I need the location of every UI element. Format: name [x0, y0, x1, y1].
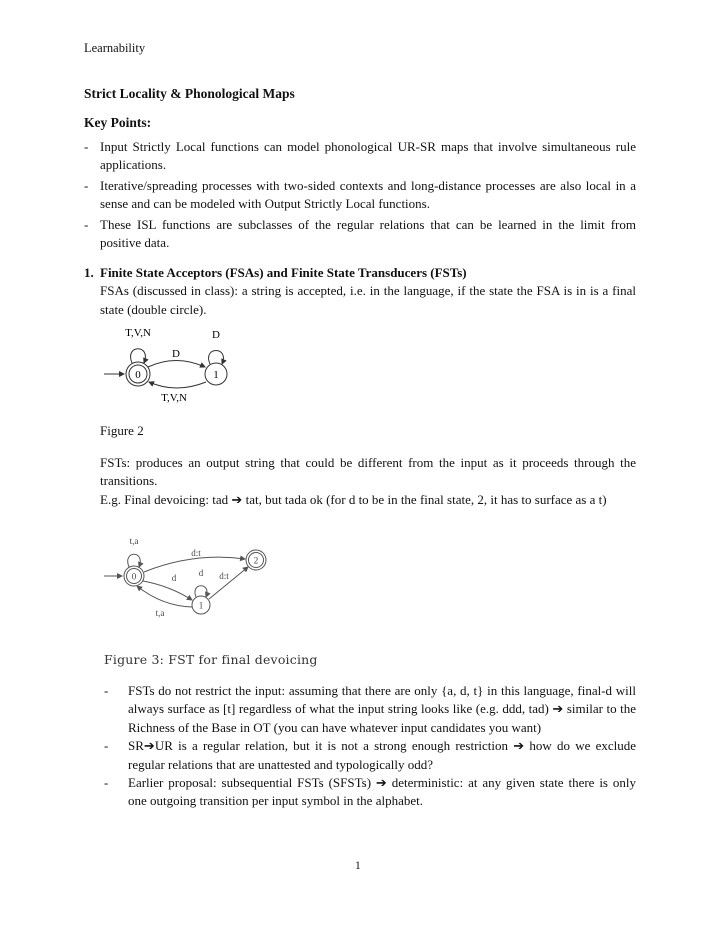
loop-1-label: d: [198, 568, 204, 578]
fsa-diagram: [104, 322, 256, 404]
fst-notes-list: [100, 682, 636, 811]
arrow-icon: ➔: [513, 738, 525, 754]
fst-diagram: [104, 534, 274, 618]
fsa-paragraph: FSAs (discussed in class): a string is accepted, i.e. in the language, if the state the FSA is in is a final state (double circle).: [100, 283, 636, 317]
arrow-icon: ➔: [375, 775, 387, 791]
list-item: [100, 774, 636, 811]
arc-1-2-label: d:t: [219, 571, 229, 581]
figure-2-caption: Figure 2: [100, 423, 144, 438]
state-0-label: 0: [131, 571, 137, 582]
fst-definition: FSTs: produces an output string that could be different from the input as it proceeds through the transitions.: [100, 455, 636, 489]
list-item-text: FSTs do not restrict the input: assuming that there are only {a, d, t} in this language, final-d will always surface as [t] regardless of what the input string looks like (e.g. ddd, tad): [128, 683, 636, 717]
loop-0-label: t,a: [129, 536, 139, 546]
key-point-item: - Input Strictly Local functions can model phonological UR-SR maps that involve simultaneous rule applications.: [84, 138, 636, 175]
document-title: Strict Locality & Phonological Maps: [84, 86, 295, 101]
list-item-text: UR is a regular relation, but it is not a strong enough restriction: [154, 738, 514, 754]
running-header: Learnability: [84, 41, 146, 55]
section-number: 1.: [84, 265, 94, 280]
loop-1-label: D: [212, 329, 220, 341]
arc-1-0-label: T,V,N: [161, 392, 187, 404]
fst-example-pre: E.g. Final devoicing: tad: [100, 491, 232, 507]
list-item: [100, 737, 636, 774]
arc-1-0: [137, 586, 192, 607]
list-item-text: deterministic: at any given state there is only one outgoing transition per input symbol in the alphabet.: [128, 775, 636, 809]
fst-example-post: tat, but tada ok (for d to be in the final state, 2, it has to surface as a t): [242, 491, 607, 507]
arc-1-0: [149, 382, 206, 388]
state-1-label: 1: [213, 369, 219, 381]
arc-1-0-label: t,a: [155, 608, 165, 618]
arc-0-1: [143, 581, 192, 600]
state-2-label: 2: [253, 555, 259, 566]
state-0-label: 0: [135, 369, 141, 381]
fst-example: [100, 491, 636, 509]
arc-0-1: [148, 361, 205, 368]
key-points-heading: Key Points:: [84, 115, 152, 130]
section-heading-text: Finite State Acceptors (FSAs) and Finite State Transducers (FSTs): [100, 265, 467, 280]
arrow-icon: ➔: [231, 491, 243, 507]
key-point-item: - These ISL functions are subclasses of the regular relations that can be learned in the limit from positive data.: [84, 216, 636, 253]
list-item-text: similar to the Richness of the Base in OT (you can have whatever input candidates you want): [128, 701, 636, 735]
arrow-icon: ➔: [552, 701, 564, 717]
key-points-list: [84, 138, 636, 254]
arc-0-2-label: d:t: [191, 548, 201, 558]
arrow-icon: ➔: [143, 738, 155, 754]
arc-0-2: [144, 557, 245, 572]
arc-0-1-label: d: [171, 573, 177, 583]
figure-3-caption: Figure 3: FST for final devoicing: [104, 652, 318, 667]
fst-paragraph: [100, 454, 636, 509]
loop-0: [131, 349, 146, 363]
loop-0-label: T,V,N: [125, 327, 151, 339]
loop-0: [128, 554, 141, 567]
list-item-text: SR: [128, 738, 144, 754]
list-item: [100, 682, 636, 737]
loop-1: [195, 586, 207, 597]
key-point-item: - Iterative/spreading processes with two-sided contexts and long-distance processes are also local in a sense and can be modeled with Output Strictly Local functions.: [84, 177, 636, 214]
state-1-label: 1: [198, 600, 204, 611]
section-1: [84, 264, 636, 319]
loop-1: [209, 351, 224, 365]
section-heading: [84, 264, 636, 282]
page-number: 1: [355, 860, 361, 872]
list-item-text: Earlier proposal: subsequential FSTs (SFSTs): [128, 775, 376, 791]
arc-0-1-label: D: [172, 348, 180, 360]
list-item-text: how do we exclude regular relations that are unattested and typologically odd?: [128, 738, 636, 772]
